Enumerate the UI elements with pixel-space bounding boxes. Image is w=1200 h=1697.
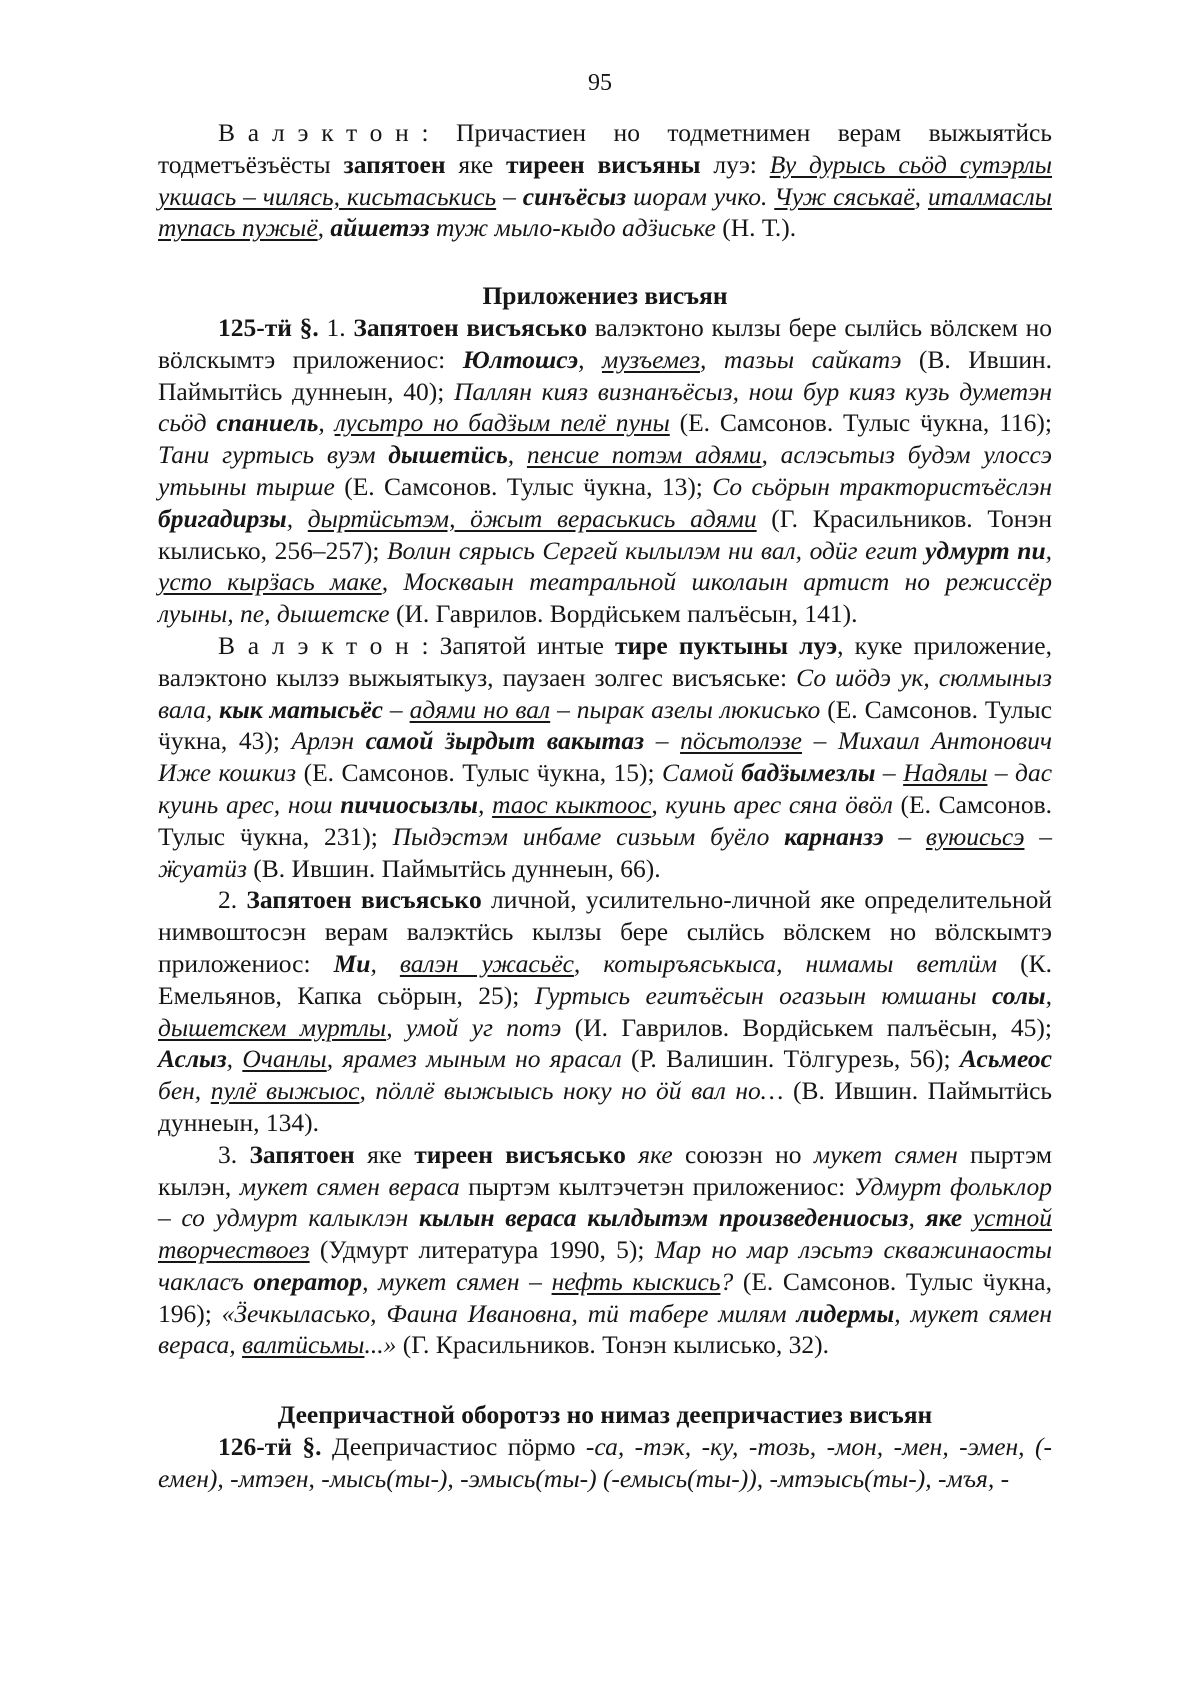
text-run-style <box>602 345 700 374</box>
section-heading-deeprichastie: Деепричастной оборотэз но нимаз деепричастиез висъян <box>277 1400 933 1430</box>
text-run: спаниель <box>216 408 319 438</box>
text-run-style <box>158 567 382 596</box>
text-run-style <box>388 440 508 469</box>
text-run: солы <box>992 980 1046 1010</box>
text-run: удмурт пи <box>925 535 1046 565</box>
text-run-style: Самой <box>662 758 742 788</box>
text-run: луэ: <box>700 149 770 179</box>
text-run: адями но вал <box>409 694 551 724</box>
text-run-style <box>796 1299 894 1328</box>
text-run: (Г. Красильников. Тонэн кылисько, 32). <box>396 1330 829 1360</box>
text-run: валтӥсьмы <box>242 1330 365 1360</box>
text-run: (Е. Самсонов. Тулыс ӵукна, 13); <box>334 471 713 501</box>
text-run-style <box>219 695 383 724</box>
text-run: дыртӥсьтэм, öжыт вераськись адями <box>307 503 757 533</box>
text-run: (Е. Самсонов. Тулыс ӵукна, 231); <box>158 789 1053 851</box>
text-run-style: – <box>382 694 410 724</box>
text-run: музъемез <box>601 344 700 374</box>
text-run: пичиосызлы <box>340 789 478 819</box>
text-run-style: , котыръяськыса, нимамы ветлӥм <box>573 948 998 978</box>
paragraph-125-2 <box>158 884 1052 1138</box>
text-run-style: ...» <box>364 1330 397 1360</box>
text-run-style: , куинь арес сяна öвöл <box>651 789 893 819</box>
text-run: 1. <box>318 312 354 342</box>
text-run: дышетскем муртлы <box>158 1012 387 1042</box>
text-run-style: , мукет сямен вераса, <box>158 1298 1052 1360</box>
text-run: нефть кыскись <box>551 1266 721 1296</box>
text-run: кылын вераса кылдытэм произведениосыз <box>419 1203 909 1233</box>
text-run-style: Запятоен <box>249 1139 355 1169</box>
text-run-style: тиреен висъяны <box>505 149 701 179</box>
text-run: , куке приложение, валэктоно кылзэ выжыятыкуз, паузаен золгес висъяське: <box>158 630 1053 692</box>
text-run-style <box>158 504 287 533</box>
text-run-style: -са, -тэк, -ку, -тозь, -мон, -мен, -эмен, (-емен), -мтэен, -мысь(ты-), -эмысь(ты-) (-емысь(ты-)), -мтэысь(ты-), -мъя, - <box>158 1432 1052 1493</box>
text-run-style: , ярамез мыным но ярасал <box>326 1044 622 1074</box>
text-run-style: Запятоен висъяськo <box>353 312 588 342</box>
text-run-style: , <box>914 181 928 211</box>
text-run-style: Со шöдэ ук, сюлмыныз вала, <box>158 662 1052 724</box>
text-run-style <box>925 536 1046 565</box>
text-run: 2. <box>218 885 247 915</box>
text-run-style <box>960 1044 1052 1073</box>
text-run-style: – <box>875 758 904 788</box>
text-run-style: , <box>318 408 335 438</box>
text-run: Ми <box>333 948 371 978</box>
text-run: пенсие потэм адями <box>526 440 762 470</box>
text-run-style <box>552 1267 721 1296</box>
text-run: бригадирзы <box>158 503 287 533</box>
text-run-style: , <box>317 213 331 243</box>
text-run: карнанзэ <box>784 821 884 851</box>
text-run-style: Паллян кияз визнанъёсыз, нош бур кияз кузь думетэн сьöд <box>158 376 1053 438</box>
text-run-style: , тазьы сайкатэ <box>699 344 902 374</box>
text-run-style <box>926 1203 973 1232</box>
text-run-style <box>330 213 429 242</box>
text-run-style <box>774 182 914 211</box>
text-run-style: , Москваын театральной школаын артист но режиссëр луыны, пе, дышетске <box>158 567 1052 629</box>
text-run: Юлтошсэ <box>462 344 579 374</box>
text-run-style: мукет сямен <box>813 1139 958 1169</box>
text-run: (Р. Валишин. Тöлгурезь, 56); <box>621 1044 960 1074</box>
text-run: (В. Ившин. Паймытӥсь дуннеын, 134). <box>158 1076 1053 1137</box>
text-run: Ву дурысь сьöд сутэрлы укшась – чилясь, кисьтаськись <box>158 149 1053 211</box>
text-run-style: Мар но мар лэсьтэ скважинаосты чакласъ <box>158 1235 1052 1296</box>
text-run: (В. Ившин. Паймытӥсь дуннеын, 66). <box>246 853 661 883</box>
text-run-style: Удмурт фольклор – со удмурт калыклэн <box>158 1171 1052 1233</box>
text-run-style: , <box>226 1044 243 1074</box>
text-run: таос кыктоос <box>492 789 652 819</box>
text-run: италмаслы тупась пужыё <box>158 181 1053 243</box>
section-heading-prilozheniez: Приложениез висъян <box>482 281 728 311</box>
text-run: лидермы <box>796 1298 895 1328</box>
text-run: вуюисьсэ <box>925 821 1025 851</box>
text-run-style <box>410 695 551 724</box>
text-run: (И. Гаврилов. Вордӥськем палъёсын, 45); <box>561 1012 1052 1042</box>
text-run: (Е. Самсонов. Тулыс ӵукна, 116); <box>669 408 1052 438</box>
text-run-style <box>463 345 578 374</box>
text-run: пыртэм кылтэчетэн приложениос: <box>459 1171 854 1201</box>
paragraph-125-1 <box>158 312 1052 630</box>
text-run: (Удмурт литература 1990, 5); <box>309 1235 655 1265</box>
text-run-style: мукет сямен вераса <box>239 1171 460 1201</box>
text-run-style: , <box>286 503 308 533</box>
text-run: бадӟымезлы <box>741 758 876 788</box>
text-run <box>626 1140 638 1169</box>
paragraph-125-3 <box>158 1139 1052 1362</box>
text-run-style: , <box>1045 535 1052 565</box>
text-run: Деепричастиос пöрмо <box>321 1432 586 1462</box>
text-run-style: , <box>507 440 527 470</box>
text-run: Чуж сяськаё <box>774 181 915 211</box>
text-run-style: – Михаил Антонович Иже кошкиз <box>158 726 1052 788</box>
text-run-style: , умой уг потэ <box>386 1012 562 1042</box>
text-run-style: – <box>883 821 926 851</box>
text-run: союзэн но <box>672 1139 814 1169</box>
text-run-style <box>784 822 883 851</box>
text-run-style: – дас куинь арес, нош <box>158 758 1053 819</box>
text-run: (В. Ившин. Паймытӥсь дуннеын, 40); <box>158 344 1053 406</box>
text-run-style <box>242 1330 364 1359</box>
text-run-style <box>419 1203 908 1232</box>
text-run: Валэктон <box>218 118 422 147</box>
text-run-style: – ӝуатӥз <box>158 821 1052 883</box>
text-run-style <box>400 949 574 978</box>
text-body <box>158 117 1052 1495</box>
text-run: 3. <box>218 1139 250 1169</box>
text-run-style: ? <box>720 1266 734 1296</box>
paragraph-valekton-1 <box>158 117 1052 244</box>
text-run-style <box>926 822 1025 851</box>
text-run-style <box>366 726 644 755</box>
text-run-style: запятоен <box>343 149 446 179</box>
text-run-style: , <box>908 1203 926 1233</box>
text-run-style <box>992 981 1046 1010</box>
text-run: (Е. Самсонов. Тулыс ӵукна, 196); <box>158 1266 1052 1328</box>
text-run-style: , <box>578 344 602 374</box>
text-run-style <box>335 408 670 437</box>
text-run-style <box>211 1076 360 1105</box>
text-run: личной, усилительно-личной яке определительной нимвоштосэн верам валэктӥсь кылзы бере сылӥсь вöлскем но вöлскымтэ приложениос: <box>158 885 1052 978</box>
text-run-style: Запятоен висъяськo <box>246 885 482 915</box>
text-run-style <box>903 758 987 787</box>
text-run-style: , <box>1045 980 1052 1010</box>
text-run-style <box>680 726 802 755</box>
text-run: пöсьтолэзе <box>680 726 802 756</box>
text-run: оператор <box>253 1266 363 1296</box>
text-run-style: тире пуктыны луэ <box>615 630 838 660</box>
paragraph-126 <box>158 1431 1052 1495</box>
page-number: 95 <box>588 70 612 96</box>
text-run: Очанлы <box>242 1044 327 1074</box>
text-run-style: шорам учко. <box>626 181 775 211</box>
text-run: Аслыз <box>158 1044 227 1074</box>
text-run-style <box>158 1044 227 1073</box>
text-run: (Н. Т.). <box>715 213 797 243</box>
text-run-style <box>741 758 875 787</box>
text-run-style: Гуртысь егитъёсын огазьын юмшаны <box>534 980 993 1010</box>
text-run-style: , <box>370 948 400 978</box>
text-run: (Е. Самсонов. Тулыс ӵукна, 43); <box>158 694 1053 756</box>
text-run-style <box>340 790 478 819</box>
text-run: пыртэм кылэн, <box>158 1139 1052 1201</box>
text-run-style <box>242 1044 326 1073</box>
text-run-style <box>253 1267 362 1296</box>
text-run-style: , <box>477 789 493 819</box>
text-run: самой ӟырдыт вакытаз <box>365 726 645 756</box>
text-run: кык матысьёс <box>219 694 383 724</box>
text-run-style: «Ӟечкыласько, Фаина Ивановна, тӥ табере милям <box>221 1298 797 1328</box>
text-run-style <box>527 440 762 469</box>
text-run-style: 125-тӥ §. <box>218 312 319 342</box>
text-run-style: Волин сярысь Сергей кылылэм ни вал, одӥг егит <box>386 535 926 565</box>
text-run: : Причастиен но тодметнимен верам выжыятйсь тодметъёзъёсты <box>158 118 1052 179</box>
paragraph-valekton-2 <box>158 630 1052 884</box>
text-run-style <box>492 790 651 819</box>
text-run: дышетӥсь <box>388 440 508 470</box>
text-run-style <box>334 949 371 978</box>
text-run: айшетэз <box>330 213 430 243</box>
text-run: валэктоно кылзы бере сылӥсь вöлскем но вöлскымтэ приложениос: <box>158 312 1052 374</box>
text-run: (К. Емельянов, Капка сьöрын, 25); <box>158 948 1052 1010</box>
text-run: Асьмеос <box>959 1044 1052 1074</box>
text-run: Надялы <box>903 758 988 788</box>
text-run-style: , пöллё выжыысь ноку но öй вал но… <box>359 1076 784 1106</box>
text-run: яке <box>354 1139 415 1169</box>
text-run: : Запятой интые <box>421 630 616 660</box>
text-run: (Е. Самсонов. Тулыс ӵукна, 15); <box>296 758 663 788</box>
text-run-style: яке <box>638 1139 673 1169</box>
text-run-style: 126-тӥ §. <box>218 1432 322 1462</box>
text-run: – <box>496 181 523 211</box>
text-run-style: Со сьöрын трактористъёслэн <box>712 471 1053 501</box>
text-run-style: – пырак азелы люкисько <box>550 694 821 724</box>
text-run-style: – <box>644 726 681 756</box>
text-run: валэн ужасьёс <box>399 948 574 978</box>
text-run-style: , аслэсьтыз будэм улоссэ утьыны тырше <box>158 440 1053 501</box>
text-run-style: туж мыло-кыдо адӟиське <box>429 213 716 243</box>
text-run: синъёсыз <box>522 181 627 211</box>
text-run-style <box>523 182 626 211</box>
text-run: (И. Гаврилов. Вордӥськем палъёсын, 141). <box>389 599 858 629</box>
text-run: усто кырӟась маке <box>158 567 382 597</box>
text-run: лусьтро но бадӟым пелё пуны <box>334 408 670 438</box>
text-run-style: Арлэн <box>291 726 366 756</box>
text-run-style <box>158 1013 386 1042</box>
text-run-style: Тани гуртысь вуэм <box>158 440 389 470</box>
text-run: Валэктон <box>218 630 422 660</box>
text-run: яке <box>445 149 506 179</box>
text-run-style: , мукет сямен – <box>362 1266 552 1296</box>
text-run-style: Пыдэстэм инбаме сизьым буёло <box>392 821 785 851</box>
text-run: пулё выжыос <box>210 1076 360 1106</box>
text-run: устной творчествоез <box>158 1203 1053 1265</box>
text-run-style <box>216 408 318 437</box>
text-run: яке <box>925 1203 973 1233</box>
text-run-style: бен, <box>158 1076 211 1106</box>
text-run-style: тиреен висъяськo <box>414 1139 626 1169</box>
text-run: (Г. Красильников. Тонэн кылисько, 256–257); <box>158 503 1052 565</box>
text-run-style <box>308 504 757 533</box>
